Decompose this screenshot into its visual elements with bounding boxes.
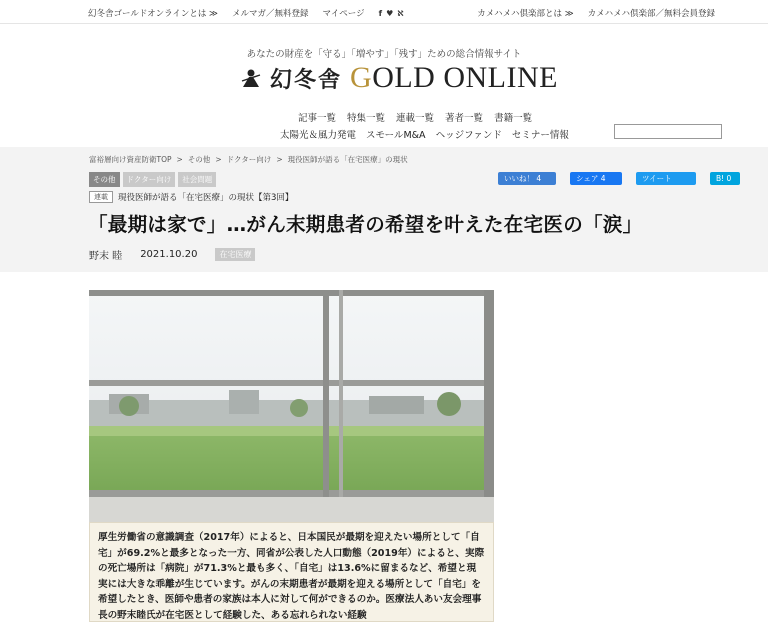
nav-features[interactable]: 特集一覧 bbox=[347, 113, 386, 124]
samurai-logo-icon bbox=[240, 67, 262, 89]
breadcrumb: 富裕層向け資産防衛TOP > その他 > ドクター向け > 現役医師が語る「在宅医療」の現状 bbox=[89, 155, 408, 164]
tag-doctor[interactable]: ドクター向け bbox=[123, 172, 176, 187]
author-link[interactable]: 野末 睦 bbox=[89, 251, 123, 262]
twitter-icon[interactable]: ♥ bbox=[386, 8, 394, 18]
site-tagline: あなたの財産を「守る」「増やす」「残す」ための総合情報サイト bbox=[246, 49, 522, 60]
nav-ma[interactable]: スモールM&A bbox=[366, 130, 426, 141]
article-lead: 厚生労働省の意識調査（2017年）によると、日本国民が最期を迎えたい場所として「自宅」が69.2%と最多となった一方、同省が公表した人口動態（2019年）によると、実際の死亡場所は「病院」が71.3%と最も多く、「自宅」は13.6%に留まるなど、希望と現実には大きな乖離が生じています。がんの末期患者が最期を迎える場所として「自宅」を希望したとき、医師や患者の家族は本人に対して何ができるのか。医療法人あい友会理事長の野末睦氏が在宅医として経験した、ある忘れられない経験 bbox=[89, 522, 494, 622]
nav-articles[interactable]: 記事一覧 bbox=[298, 113, 337, 124]
hatena-bookmark-button[interactable]: B! 0 bbox=[710, 172, 740, 185]
breadcrumb-item[interactable]: ドクター向け bbox=[226, 155, 272, 164]
nav-hedgefund[interactable]: ヘッジファンド bbox=[435, 130, 502, 141]
article-tags bbox=[89, 172, 216, 187]
social-icons bbox=[379, 9, 404, 18]
about-link[interactable]: 幻冬舎ゴールドオンラインとは ≫ bbox=[88, 9, 218, 19]
article-title: 「最期は家で」…がん末期患者の希望を叶えた在宅医の「涙」 bbox=[88, 213, 643, 236]
nav-books[interactable]: 書籍一覧 bbox=[494, 113, 533, 124]
breadcrumb-item[interactable]: 現役医師が語る「在宅医療」の現状 bbox=[287, 155, 408, 164]
category-badge[interactable]: 在宅医療 bbox=[215, 248, 255, 261]
series-link[interactable]: 現役医師が語る「在宅医療」の現状【第3回】 bbox=[118, 193, 294, 203]
nav-series[interactable]: 連載一覧 bbox=[396, 113, 435, 124]
hero-image bbox=[89, 290, 494, 522]
tag-social[interactable]: 社会問題 bbox=[178, 172, 216, 187]
facebook-share-button[interactable]: シェア 4 bbox=[570, 172, 622, 185]
breadcrumb-item[interactable]: その他 bbox=[187, 155, 211, 164]
mypage-link[interactable]: マイページ bbox=[322, 9, 365, 19]
nav-authors[interactable]: 著者一覧 bbox=[445, 113, 484, 124]
twitter-share-button[interactable]: ツイート bbox=[636, 172, 696, 185]
kamehameha-join-link[interactable]: カメハメハ倶楽部／無料会員登録 bbox=[587, 9, 715, 19]
mailmag-link[interactable]: メルマガ／無料登録 bbox=[231, 9, 309, 19]
share-buttons bbox=[498, 172, 740, 185]
site-header bbox=[0, 25, 768, 147]
breadcrumb-item[interactable]: 富裕層向け資産防衛TOP bbox=[89, 155, 172, 164]
logo-japanese: 幻冬舎 bbox=[270, 66, 343, 93]
site-logo[interactable] bbox=[240, 61, 558, 95]
like-button[interactable]: いいね！ 4 bbox=[498, 172, 556, 185]
nav-seminar[interactable]: セミナー情報 bbox=[511, 130, 569, 141]
kamehameha-about-link[interactable]: カメハメハ倶楽部とは ≫ bbox=[477, 9, 574, 19]
article-header bbox=[0, 147, 768, 272]
series-info bbox=[89, 191, 293, 203]
series-label: 連載 bbox=[89, 191, 113, 203]
facebook-icon[interactable]: f bbox=[378, 8, 383, 18]
top-utility-bar bbox=[0, 0, 768, 24]
byline bbox=[89, 247, 255, 262]
secondary-nav bbox=[280, 127, 569, 141]
nav-solar[interactable]: 太陽光＆風力発電 bbox=[280, 130, 357, 141]
primary-nav bbox=[298, 110, 532, 124]
rss-icon[interactable]: ℵ bbox=[397, 8, 404, 18]
tag-other[interactable]: その他 bbox=[89, 172, 120, 187]
search-input[interactable] bbox=[614, 124, 722, 139]
logo-english: GOLD ONLINE bbox=[350, 61, 558, 94]
publish-date: 2021.10.20 bbox=[140, 249, 198, 260]
